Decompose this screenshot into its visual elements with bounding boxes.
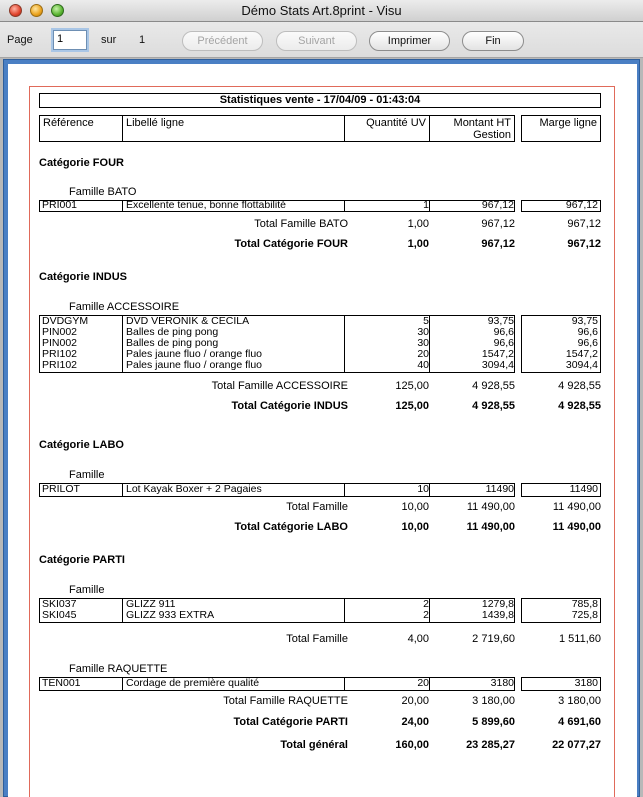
cell-lib: Balles de ping pong — [126, 326, 219, 338]
cell-mrg: 4 691,60 — [558, 716, 601, 728]
cell-mnt: 3 180,00 — [472, 695, 515, 707]
document-viewer[interactable] — [3, 59, 640, 797]
cell-mnt: 3094,4 — [481, 359, 514, 371]
cell-ref: PRI102 — [42, 348, 78, 360]
cell-mnt: 11 490,00 — [466, 521, 515, 533]
category-title: Catégorie LABO — [39, 439, 124, 451]
cell-qte: 20 — [417, 348, 429, 360]
cell-lib: GLIZZ 911 — [126, 598, 176, 610]
cell-mrg: 967,12 — [567, 238, 601, 250]
cell-qte: 4,00 — [407, 633, 429, 645]
cell-mrg: 93,75 — [571, 315, 598, 327]
previous-button[interactable]: Précédent — [182, 31, 263, 51]
category-total-row — [34, 400, 612, 413]
cell-qte: 10,00 — [401, 501, 429, 513]
report-title: Statistiques vente - 17/04/09 - 01:43:04 — [39, 93, 601, 108]
cell-lab: Total Catégorie FOUR — [234, 238, 348, 250]
cell-mrg: 3094,4 — [565, 359, 598, 371]
family-total-row — [34, 380, 612, 393]
cell-mrg: 4 928,55 — [558, 400, 601, 412]
cell-qte: 125,00 — [395, 400, 429, 412]
cell-qte: 30 — [417, 326, 429, 338]
column-header-amount-line1: Montant HT — [453, 117, 511, 129]
family-title: Famille — [69, 584, 105, 596]
toolbar — [0, 22, 643, 58]
cell-mnt: 1439,8 — [481, 609, 514, 621]
cell-qte: 24,00 — [401, 716, 429, 728]
cell-lab: Total Catégorie LABO — [234, 521, 348, 533]
cell-lab: Total Famille — [286, 633, 348, 645]
cell-mnt: 23 285,27 — [466, 739, 515, 751]
cell-qte: 2 — [423, 598, 429, 610]
column-header-amount — [430, 115, 515, 142]
page-label: Page — [7, 34, 33, 46]
cell-mrg: 11 490,00 — [552, 521, 601, 533]
family-title: Famille RAQUETTE — [69, 663, 168, 675]
cell-mnt: 11 490,00 — [466, 501, 515, 513]
table-row — [39, 599, 601, 610]
cell-mnt: 96,6 — [493, 326, 514, 338]
cell-ref: SKI045 — [42, 609, 77, 621]
cell-lib: Cordage de première qualité — [126, 677, 260, 689]
cell-qte: 30 — [417, 337, 429, 349]
family-total-row — [34, 695, 612, 708]
next-button[interactable]: Suivant — [276, 31, 357, 51]
cell-mrg: 22 077,27 — [552, 739, 601, 751]
family-total-row — [34, 633, 612, 646]
column-header-margin: Marge ligne — [521, 115, 601, 142]
cell-qte: 10 — [417, 483, 429, 495]
cell-lab: Total Famille ACCESSOIRE — [211, 380, 348, 392]
table-row — [39, 349, 601, 360]
cell-qte: 2 — [423, 609, 429, 621]
family-title: Famille BATO — [69, 186, 137, 198]
cell-mnt: 96,6 — [493, 337, 514, 349]
table-row — [39, 610, 601, 621]
cell-lib: GLIZZ 933 EXTRA — [126, 609, 215, 621]
print-button[interactable]: Imprimer — [369, 31, 450, 51]
cell-qte: 1 — [423, 199, 429, 211]
cell-qte: 20 — [417, 677, 429, 689]
lines-block — [39, 315, 601, 373]
lines-block — [39, 677, 601, 691]
cell-ref: PRI102 — [42, 359, 78, 371]
cell-mrg: 11490 — [569, 483, 598, 495]
of-label: sur — [101, 34, 117, 46]
cell-qte: 1,00 — [407, 238, 429, 250]
family-total-row — [34, 501, 612, 514]
cell-ref: PIN002 — [42, 337, 78, 349]
cell-mrg: 96,6 — [577, 337, 598, 349]
cell-mnt: 93,75 — [487, 315, 514, 327]
column-header-quantity: Quantité UV — [345, 115, 430, 142]
cell-lab: Total général — [280, 739, 348, 751]
cell-mrg: 725,8 — [571, 609, 598, 621]
category-title: Catégorie INDUS — [39, 271, 128, 283]
cell-lab: Total Famille — [286, 501, 348, 513]
cell-mnt: 5 899,60 — [472, 716, 515, 728]
cell-ref: SKI037 — [42, 598, 77, 610]
cell-lab: Total Catégorie PARTI — [233, 716, 348, 728]
table-row — [39, 484, 601, 495]
cell-mrg: 967,12 — [567, 218, 601, 230]
category-title: Catégorie PARTI — [39, 554, 125, 566]
cell-mrg: 96,6 — [577, 326, 598, 338]
cell-lab: Total Famille BATO — [254, 218, 348, 230]
grand-total-row — [34, 739, 612, 752]
cell-qte: 40 — [417, 359, 429, 371]
cell-qte: 20,00 — [401, 695, 429, 707]
cell-qte: 160,00 — [395, 739, 429, 751]
column-header-reference: Référence — [39, 115, 123, 142]
cell-lib: Pales jaune fluo / orange fluo — [126, 359, 263, 371]
cell-lib: Excellente tenue, bonne flottabilité — [126, 199, 286, 211]
table-row — [39, 316, 601, 327]
cell-lib: Balles de ping pong — [126, 337, 219, 349]
lines-block — [39, 483, 601, 497]
family-title: Famille ACCESSOIRE — [69, 301, 180, 313]
cell-mrg: 3 180,00 — [558, 695, 601, 707]
table-row — [39, 327, 601, 338]
family-title: Famille — [69, 469, 105, 481]
cell-lib: DVD VERONIK & CECILA — [126, 315, 250, 327]
column-header-amount-line2: Gestion — [473, 129, 511, 141]
cell-mrg: 4 928,55 — [558, 380, 601, 392]
cell-lib: Pales jaune fluo / orange fluo — [126, 348, 263, 360]
cell-ref: PRI001 — [42, 199, 78, 211]
cell-ref: DVDGYM — [42, 315, 89, 327]
cell-mrg: 1 511,60 — [558, 633, 601, 645]
cell-mnt: 1547,2 — [481, 348, 514, 360]
column-header-label: Libellé ligne — [123, 115, 345, 142]
cell-mnt: 967,12 — [481, 238, 515, 250]
cell-mnt: 4 928,55 — [472, 400, 515, 412]
report-page — [8, 64, 637, 797]
cell-lab: Total Famille RAQUETTE — [223, 695, 348, 707]
cell-mrg: 3180 — [574, 677, 598, 689]
cell-qte: 125,00 — [395, 380, 429, 392]
cell-qte: 10,00 — [401, 521, 429, 533]
category-total-row — [34, 716, 612, 729]
category-total-row — [34, 521, 612, 534]
cell-mrg: 967,12 — [565, 199, 598, 211]
cell-mnt: 4 928,55 — [472, 380, 515, 392]
title-bar — [0, 0, 643, 22]
cell-lib: Lot Kayak Boxer + 2 Pagaies — [126, 483, 262, 495]
table-row — [39, 200, 601, 211]
table-row — [39, 360, 601, 371]
family-total-row — [34, 218, 612, 231]
cell-ref: PIN002 — [42, 326, 78, 338]
cell-mnt: 2 719,60 — [472, 633, 515, 645]
table-row — [39, 338, 601, 349]
table-row — [39, 678, 601, 689]
cell-qte: 1,00 — [407, 218, 429, 230]
category-total-row — [34, 238, 612, 251]
cell-ref: TEN001 — [42, 677, 81, 689]
cell-qte: 5 — [423, 315, 429, 327]
total-pages: 1 — [139, 34, 146, 46]
cell-mrg: 785,8 — [571, 598, 598, 610]
cell-mnt: 967,12 — [481, 199, 514, 211]
category-title: Catégorie FOUR — [39, 157, 124, 169]
cell-mnt: 1279,8 — [481, 598, 514, 610]
cell-ref: PRILOT — [42, 483, 80, 495]
lines-block — [39, 200, 601, 212]
cell-mnt: 11490 — [485, 483, 514, 495]
cell-mnt: 3180 — [490, 677, 514, 689]
cell-mrg: 11 490,00 — [552, 501, 601, 513]
cell-mrg: 1547,2 — [565, 348, 598, 360]
lines-block — [39, 598, 601, 623]
window-title: Démo Stats Art.8print - Visu — [241, 3, 402, 18]
end-button[interactable]: Fin — [462, 31, 524, 51]
page-number-input[interactable]: 1 — [53, 30, 87, 50]
cell-mnt: 967,12 — [481, 218, 515, 230]
cell-lab: Total Catégorie INDUS — [231, 400, 348, 412]
